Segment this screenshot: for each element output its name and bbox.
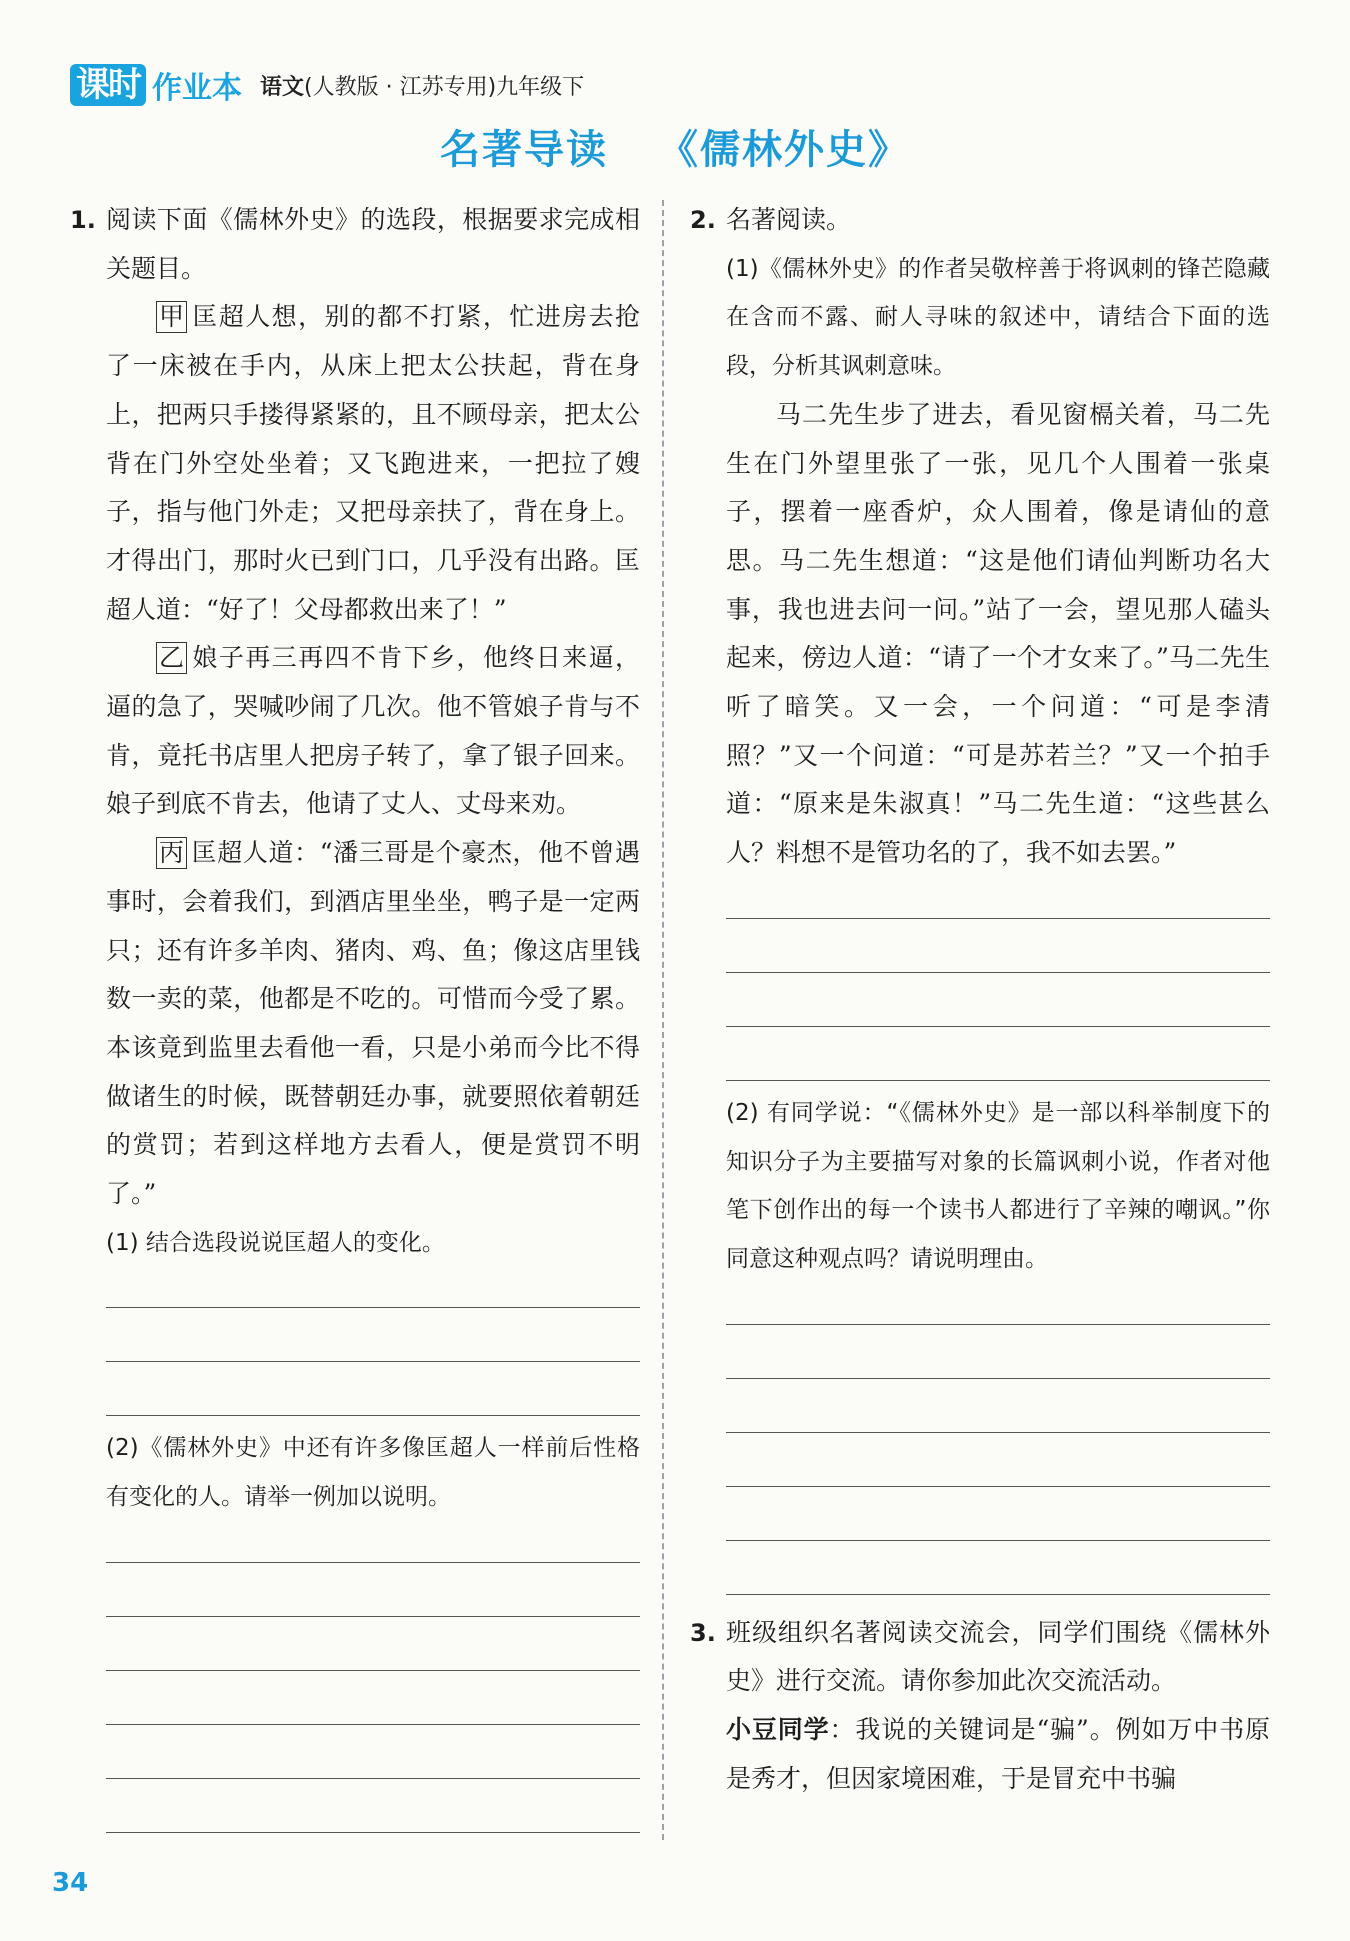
question-1 [70, 196, 640, 293]
question-2 [690, 196, 1270, 245]
column-divider [662, 200, 664, 1840]
answer-line[interactable] [726, 1378, 1270, 1379]
answer-line[interactable] [106, 1670, 640, 1671]
page-number: 34 [52, 1868, 89, 1898]
passage-text: 娘子再三再四不肯下乡，他终日来逼，逼的急了，哭喊吵闹了几次。他不管娘子肯与不肯，竟托书店里人把房子转了，拿了银子回来。娘子到底不肯去，他请了丈人、丈母来劝。 [106, 643, 640, 819]
edition: (人教版 · 江苏专用)九年级下 [304, 74, 585, 100]
logo [70, 63, 242, 107]
passage-tag: 丙 [156, 837, 187, 869]
title-part1: 名著导读 [440, 127, 608, 173]
speech-text: ：我说的关键词是“骗”。例如万中书原是秀才，但因家境困难，于是冒充中书骗 [726, 1715, 1270, 1793]
header [70, 60, 584, 110]
passage-tag: 甲 [156, 301, 187, 333]
subquestion-1: (1) 结合选段说说匡超人的变化。 [106, 1229, 445, 1256]
speaker-name: 小豆同学 [726, 1715, 830, 1745]
passage-text: 匡超人道：“潘三哥是个豪杰，他不曾遇事时，会着我们，到酒店里坐坐，鸭子是一定两只；还有许多羊肉、猪肉、鸡、鱼；像这店里钱数一卖的菜，他都是不吃的。可惜而今受了累。本该竟到监里去看他一看，只是小弟而今比不得做诸生的时候，既替朝廷办事，就要照依着朝廷的赏罚；若到这样地方去看人，便是赏罚不明了。” [106, 838, 640, 1209]
answer-line[interactable] [726, 1594, 1270, 1595]
question-3 [690, 1609, 1270, 1706]
book-info [260, 70, 584, 101]
question-stem: 名著阅读。 [726, 205, 852, 234]
question-number: 2. [690, 206, 716, 234]
subquestion-1: (1)《儒林外史》的作者吴敬梓善于将讽刺的锋芒隐藏在含而不露、耐人寻味的叙述中，请结合下面的选段，分析其讽刺意味。 [726, 255, 1270, 380]
answer-line[interactable] [106, 1724, 640, 1725]
answer-line[interactable] [106, 1307, 640, 1308]
passage-bing [70, 829, 640, 1219]
subquestion-2: (2) 有同学说：“《儒林外史》是一部以科举制度下的知识分子为主要描写对象的长篇讽刺小说，作者对他笔下创作出的每一个读书人都进行了辛辣的嘲讽。”你同意这种观点吗？请说明理由。 [726, 1099, 1270, 1272]
answer-lines-2 [70, 1562, 640, 1833]
answer-line[interactable] [726, 1026, 1270, 1027]
answer-line[interactable] [726, 972, 1270, 973]
answer-line[interactable] [726, 1486, 1270, 1487]
subquestion-2: (2)《儒林外史》中还有许多像匡超人一样前后性格有变化的人。请举一例加以说明。 [106, 1435, 640, 1511]
right-column [690, 196, 1270, 1803]
answer-line[interactable] [726, 1324, 1270, 1325]
passage-tag: 乙 [156, 642, 187, 674]
question-number: 1. [70, 206, 96, 234]
question-number: 3. [690, 1618, 716, 1647]
answer-line[interactable] [726, 1432, 1270, 1433]
left-column [70, 196, 640, 1833]
question-stem: 班级组织名著阅读交流会，同学们围绕《儒林外史》进行交流。请你参加此次交流活动。 [726, 1617, 1270, 1696]
answer-line[interactable] [106, 1562, 640, 1563]
passage-jia [70, 293, 640, 634]
answer-line[interactable] [726, 1080, 1270, 1081]
answer-line[interactable] [106, 1778, 640, 1779]
answer-lines-4 [690, 1324, 1270, 1595]
answer-lines-1 [70, 1307, 640, 1416]
title-part2: 《儒林外史》 [658, 127, 910, 173]
page-title [0, 118, 1350, 175]
logo-text: 作业本 [152, 71, 242, 106]
passage-yi [70, 634, 640, 829]
answer-line[interactable] [106, 1361, 640, 1362]
answer-line[interactable] [106, 1832, 640, 1833]
answer-line[interactable] [106, 1415, 640, 1416]
passage-text: 匡超人想，别的都不打紧，忙进房去抢了一床被在手内，从床上把太公扶起，背在身上，把两只手搂得紧紧的，且不顾母亲，把太公背在门外空处坐着；又飞跑进来，一把拉了嫂子，指与他门外走；又把母亲扶了，背在身上。才得出门，那时火已到门口，几乎没有出路。匡超人道：“好了！父母都救出来了！” [106, 302, 640, 624]
student-speech [690, 1706, 1270, 1803]
answer-line[interactable] [106, 1616, 640, 1617]
subject: 语文 [260, 74, 305, 100]
logo-badge: 课时 [70, 64, 146, 106]
answer-line[interactable] [726, 1540, 1270, 1541]
question-stem: 阅读下面《儒林外史》的选段，根据要求完成相关题目。 [106, 205, 640, 283]
answer-line[interactable] [726, 918, 1270, 919]
answer-lines-3 [690, 918, 1270, 1081]
passage-ma-er: 马二先生步了进去，看见窗槅关着，马二先生在门外望里张了一张，见几个人围着一张桌子，摆着一座香炉，众人围着，像是请仙的意思。马二先生想道：“这是他们请仙判断功名大事，我也进去问一问。”站了一会，望见那人磕头起来，傍边人道：“请了一个才女来了。”马二先生听了暗笑。又一会，一个问道：“可是李清照？”又一个问道：“可是苏若兰？”又一个拍手道：“原来是朱淑真！”马二先生道：“这些甚么人？料想不是管功名的了，我不如去罢。” [726, 399, 1270, 868]
